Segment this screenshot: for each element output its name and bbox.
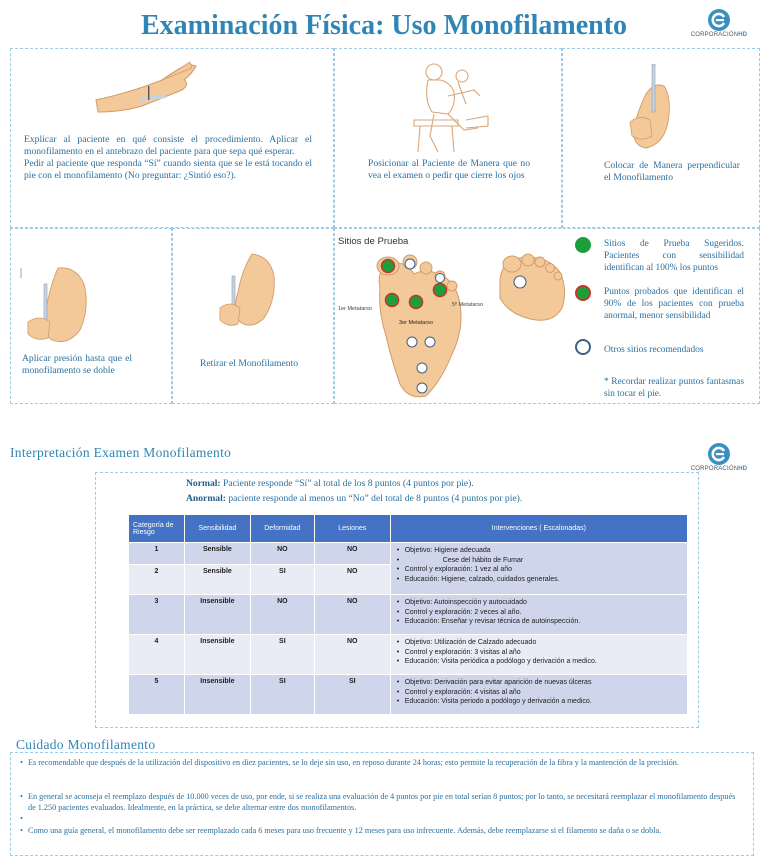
intervention-item: • Educación: Enseñar y revisar técnica de autoinspección. [397,617,683,627]
cell-sensitivity: Insensible [184,635,250,675]
cell-sensitivity: Sensible [184,565,250,595]
intervention-item: • Educación: Visita periódica a podólogo y derivación a medico. [397,657,683,667]
cell-category: 2 [129,565,185,595]
test-sites-title: Sitios de Prueba [338,236,409,247]
label-5th-metatarsal: 5º Metatarso [452,302,484,308]
intervention-subitem: Cese del hábito de Fumar [442,556,524,564]
step-perpendicular-text: Colocar de Manera perpendicular el Monofilamento [604,160,740,183]
abnormal-label: Anormal: [186,493,226,504]
intervention-item: • Control y exploración: 3 visitas al año [397,648,683,658]
table-row [129,543,688,565]
abnormal-text: paciente responde al menos un “No” del total de 8 puntos (4 puntos por pie). [225,493,523,504]
cell-deformity: NO [250,543,314,565]
table-row [129,595,688,635]
cell-interventions-1-2 [390,543,687,595]
cell-sensitivity: Sensible [184,543,250,565]
bullet-icon: • [20,826,23,835]
bullet-icon: • [20,792,23,801]
cell-category: 4 [129,635,185,675]
legend-suggested-text: Sitios de Prueba Sugeridos. Pacientes con sensibilidad identifican al 100% los puntos [604,239,744,273]
cell-interventions-3 [390,595,687,635]
cell-deformity: SI [250,565,314,595]
intervention-item: • Control y exploración: 4 visitas al año [397,688,683,698]
step-explain-line-1: Explicar al paciente en qué consiste el procedimiento. Aplicar el monofilamento en el antebrazo del paciente para que sepa qué esperar. [24,134,312,157]
intervention-item: • Control y exploración: 1 vez al año [397,565,683,575]
forearm-illustration [92,58,202,118]
label-1st-metatarsal: 1er Metatarso [338,306,372,312]
remove-monofilament-illustration [218,250,278,332]
cell-category: 1 [129,543,185,565]
table-row [129,675,688,715]
care-title: Cuidado Monofilamento [16,737,156,752]
cell-deformity: NO [250,595,314,635]
phantom-points-note: * Recordar realizar puntos fantasmas sin tocar el pie. [604,377,744,399]
care-item-schedule: Como una guía general, el monofilamento debe ser reemplazado cada 6 meses para uso frecuente y 12 meses para uso infrecuente. Además, debe reemplazarse si el filamento se daña o se dobla. [28,826,662,835]
step-pressure-text: Aplicar presión hasta que el monofilamento se doble [22,353,132,376]
test-point-dorsal [514,276,526,288]
logo-brand-suffix: HD [738,466,748,472]
legend-white-dot-icon [575,339,591,355]
cell-lesions: NO [314,635,390,675]
page-title: Examinación Física: Uso Monofilamento [140,10,628,41]
step-remove-text: Retirar el Monofilamento [200,358,299,369]
normal-definition [186,478,474,489]
bullet-icon: • [20,758,23,767]
legend-other-text: Otros sitios recomendados [604,345,704,355]
test-point-hallux [382,260,395,273]
abnormal-definition [186,493,522,504]
apply-pressure-illustration [18,262,92,346]
cell-lesions: NO [314,595,390,635]
test-point-3rd-metatarsal [410,296,423,309]
cell-category: 3 [129,595,185,635]
logo-brand: CORPORACIÓN [690,32,739,38]
interpretation-title: Interpretación Examen Monofilamento [10,445,232,460]
label-3rd-metatarsal: 3er Metatarso [399,320,433,326]
cell-deformity: SI [250,675,314,715]
cell-lesions: SI [314,675,390,715]
patient-position-illustration [404,56,492,156]
legend-tested-text: Puntos probados que identifican el 90% de los pacientes con prueba anormal, menor sensibilidad [604,287,744,321]
risk-category-table [128,514,688,715]
legend-green-dot-icon [575,237,591,253]
cell-category: 5 [129,675,185,715]
intervention-item: • Objetivo: Autoinspección y autocuidado [397,598,683,608]
col-header-lesions: Lesiones [314,515,390,543]
normal-label: Normal: [186,478,221,489]
cell-sensitivity: Insensible [184,675,250,715]
logo-brand-suffix: HD [738,32,748,38]
intervention-item: • Objetivo: Higiene adecuada [397,546,683,556]
logo-icon [707,8,731,32]
normal-text: Paciente responde “Sí” al total de los 8 puntos (4 puntos por pie). [220,478,474,489]
test-point-5th-metatarsal [434,284,447,297]
legend-ringed-dot-icon [575,285,591,301]
cell-lesions: NO [314,565,390,595]
intervention-item: • Objetivo: Utilización de Calzado adecuado [397,638,683,648]
company-logo [684,8,754,44]
intervention-item: • Objetivo: Derivación para evitar aparición de nuevas úlceras [397,678,683,688]
step-explain-text [24,134,312,182]
logo-icon [707,442,731,466]
intervention-item: • Educación: Higiene, calzado, cuidados generales. [397,575,683,585]
logo-brand: CORPORACIÓN [690,466,739,472]
cell-lesions: NO [314,543,390,565]
cell-interventions-4 [390,635,687,675]
intervention-item [397,556,683,566]
intervention-item: • Control y exploración: 2 veces al año. [397,608,683,618]
perpendicular-placement-illustration [624,64,674,152]
test-point-1st-metatarsal [386,294,399,307]
col-header-deformity: Deformidad [250,515,314,543]
cell-interventions-5 [390,675,687,715]
bullet-icon: • [20,814,23,823]
care-item-replacement: En general se aconseja el reemplazo después de 10.000 veces de uso, por ende, si se realiza una evaluación de 4 puntos por pie en total serían 8 puntos; por lo tanto, se necesitará reemplazar el monofilamento después de 1.250 pacientes evaluados. Idealmente, en la práctica, se debe alternar entre dos monofilamentos. [28,792,736,812]
cell-deformity: SI [250,635,314,675]
table-row [129,635,688,675]
care-item-rest: Es recomendable que después de la utilización del dispositivo en diez pacientes, se lo deje sin uso, en reposo durante 24 horas; esto permite la recuperación de la fibra y la mantención de la precisión. [28,758,679,767]
col-header-category: Categoría de Riesgo [129,515,185,543]
col-header-sensitivity: Sensibilidad [184,515,250,543]
cell-sensitivity: Insensible [184,595,250,635]
col-header-interventions: Intervenciones ( Escalonadas) [390,515,687,543]
intervention-item: • Educación: Visita periodo a podólogo y derivación a medico. [397,697,683,707]
foot-dorsal-diagram [496,250,568,322]
step-position-text: Posicionar al Paciente de Manera que no vea el examen o pedir que cierre los ojos [368,158,530,181]
step-explain-line-2: Pedir al paciente que responda “Sí” cuando sienta que se le está tocando el pie con el monofilamento (No preguntar: ¿Sintió eso?). [24,158,312,181]
